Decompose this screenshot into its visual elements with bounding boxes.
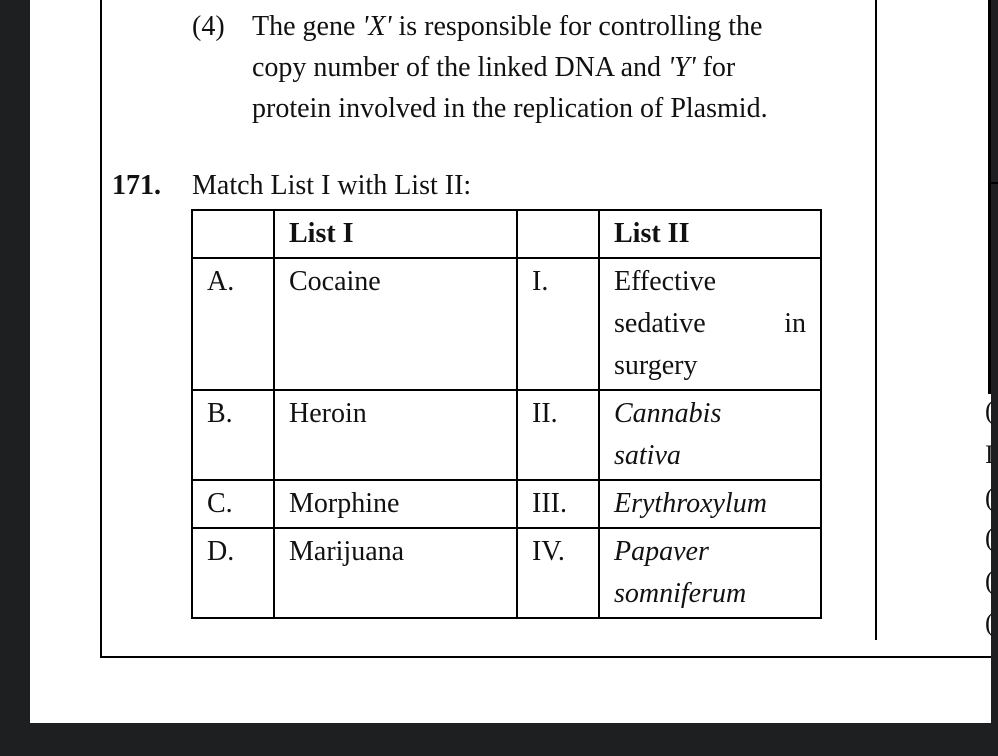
option-line-2: copy number of the linked DNA and 'Y' for bbox=[252, 52, 736, 83]
cut-off-glyph: ( bbox=[985, 523, 994, 552]
table-cell bbox=[517, 210, 599, 258]
list2-item: Erythroxylum bbox=[599, 480, 821, 528]
row-numeral: II. bbox=[517, 390, 599, 480]
list1-item: Cocaine bbox=[274, 258, 517, 390]
list2-item: Cannabis sativa bbox=[599, 390, 821, 480]
row-letter: C. bbox=[192, 480, 274, 528]
option-text bbox=[252, 6, 852, 129]
list2-header: List II bbox=[599, 210, 821, 258]
list1-item: Marijuana bbox=[274, 528, 517, 618]
list1-header: List I bbox=[274, 210, 517, 258]
option-line-3: protein involved in the replication of Plasmid. bbox=[252, 93, 768, 124]
question-number: 171. bbox=[112, 170, 161, 201]
row-numeral: III. bbox=[517, 480, 599, 528]
table-row bbox=[192, 390, 821, 480]
table-row bbox=[192, 528, 821, 618]
frame-left-border bbox=[100, 0, 102, 658]
row-numeral: IV. bbox=[517, 528, 599, 618]
list2-item: Effective sedative in surgery bbox=[599, 258, 821, 390]
next-column-border-bottom bbox=[988, 184, 991, 394]
cut-off-glyph: ( bbox=[985, 566, 994, 595]
cut-off-glyph: I bbox=[985, 440, 994, 469]
table-header-row bbox=[192, 210, 821, 258]
frame-bottom-border bbox=[100, 656, 991, 658]
row-letter: A. bbox=[192, 258, 274, 390]
row-numeral: I. bbox=[517, 258, 599, 390]
next-column-border-top bbox=[988, 0, 991, 182]
option-number: (4) bbox=[192, 11, 225, 42]
cut-off-glyph: ( bbox=[985, 483, 994, 512]
table-cell bbox=[192, 210, 274, 258]
list2-item: Papaver somniferum bbox=[599, 528, 821, 618]
option-line-1: The gene 'X' is responsible for controlling the bbox=[252, 11, 763, 42]
cut-off-glyph: ( bbox=[985, 396, 994, 425]
row-letter: B. bbox=[192, 390, 274, 480]
row-letter: D. bbox=[192, 528, 274, 618]
question-text: Match List I with List II: bbox=[192, 170, 472, 201]
document-page bbox=[30, 0, 994, 723]
table-row bbox=[192, 480, 821, 528]
table-row bbox=[192, 258, 821, 390]
cut-off-glyph: ( bbox=[985, 608, 994, 637]
list1-item: Morphine bbox=[274, 480, 517, 528]
list1-item: Heroin bbox=[274, 390, 517, 480]
match-table bbox=[191, 209, 822, 619]
column-divider bbox=[875, 0, 877, 640]
